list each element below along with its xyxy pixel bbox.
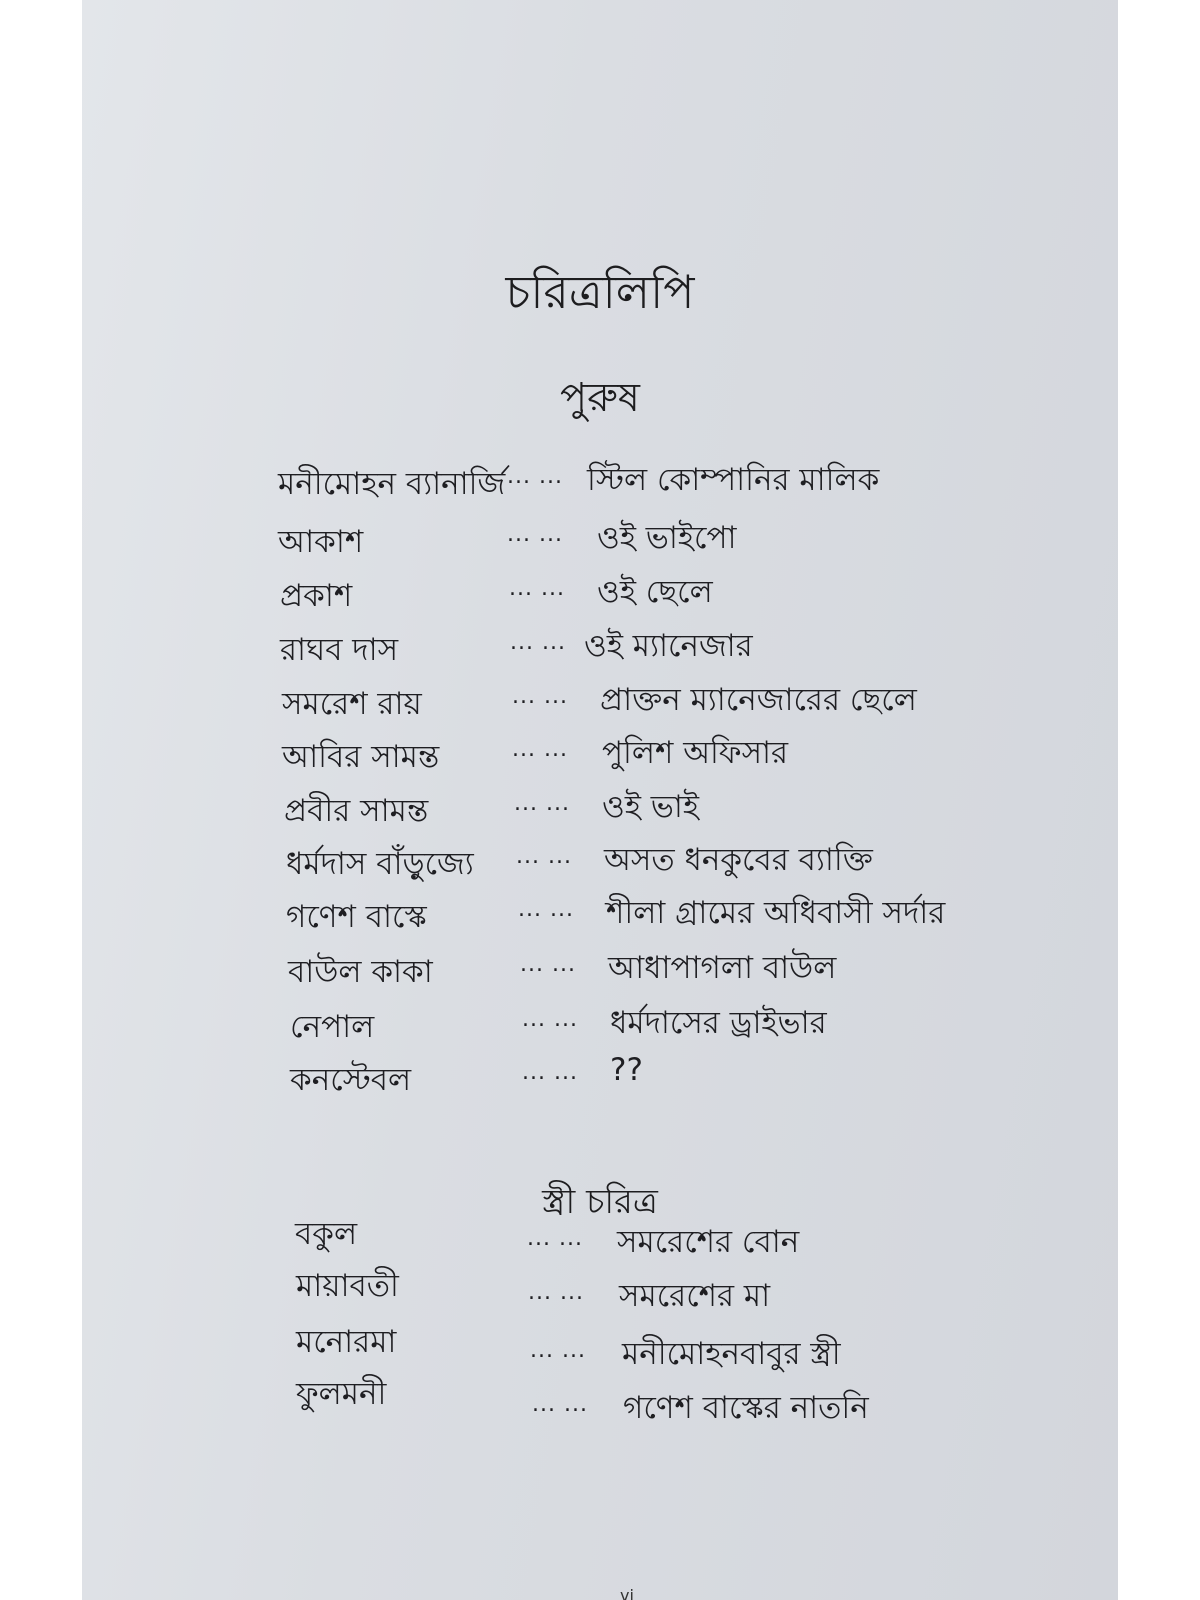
character-name: আবির সামন্ত — [282, 739, 440, 775]
leader-dots: ... ... — [514, 791, 570, 816]
page-margin — [1118, 0, 1200, 1600]
character-name: ফুলমনী — [296, 1376, 387, 1412]
character-name: আকাশ — [278, 524, 364, 560]
leader-dots: ... ... — [507, 522, 563, 547]
leader-dots: ... ... — [512, 737, 568, 762]
leader-dots: ... ... — [522, 1007, 578, 1032]
character-name: ধর্মদাস বাঁড়ুজ্যে — [286, 846, 474, 882]
character-name: বকুল — [295, 1216, 358, 1252]
leader-dots: ... ... — [520, 952, 576, 977]
leader-dots: ... ... — [507, 464, 563, 489]
character-description: শীলা গ্রামের অধিবাসী সর্দার — [606, 895, 946, 931]
character-description: সমরেশের মা — [619, 1278, 771, 1314]
character-name: রাঘব দাস — [280, 632, 399, 668]
women-heading: স্ত্রী চরিত্র — [542, 1182, 658, 1222]
character-description: ?? — [610, 1052, 643, 1088]
character-name: কনস্টেবল — [290, 1062, 412, 1098]
character-name: বাউল কাকা — [288, 954, 433, 990]
character-description: প্রাক্তন ম্যানেজারের ছেলে — [600, 682, 917, 718]
character-description: স্টিল কোম্পানির মালিক — [587, 462, 880, 498]
character-name: প্রকাশ — [280, 578, 353, 614]
leader-dots: ... ... — [530, 1338, 586, 1363]
men-heading: পুরুষ — [560, 375, 640, 421]
page-title: চরিত্রলিপি — [505, 265, 695, 319]
character-description: সমরেশের বোন — [617, 1224, 800, 1260]
leader-dots: ... ... — [522, 1060, 578, 1085]
character-description: ওই ম্যানেজার — [584, 628, 753, 664]
book-page — [82, 0, 1118, 1600]
character-description: ধর্মদাসের ড্রাইভার — [610, 1005, 827, 1041]
leader-dots: ... ... — [516, 844, 572, 869]
leader-dots: ... ... — [509, 576, 565, 601]
character-description: অসত ধনকুবের ব্যাক্তি — [604, 842, 873, 878]
character-description: ওই ভাইপো — [597, 520, 737, 556]
character-description: মনীমোহনবাবুর স্ত্রী — [622, 1336, 841, 1372]
character-name: গণেশ বাস্কে — [286, 899, 427, 935]
character-name: মনোরমা — [296, 1324, 397, 1360]
leader-dots: ... ... — [527, 1226, 583, 1251]
leader-dots: ... ... — [510, 630, 566, 655]
character-description: ওই ভাই — [602, 789, 700, 825]
character-description: আধাপাগলা বাউল — [608, 950, 837, 986]
leader-dots: ... ... — [518, 897, 574, 922]
character-description: গণেশ বাস্কের নাতনি — [623, 1390, 869, 1426]
character-description: ওই ছেলে — [597, 574, 713, 610]
character-name: নেপাল — [290, 1009, 375, 1045]
character-name: মায়াবতী — [296, 1268, 399, 1304]
leader-dots: ... ... — [512, 684, 568, 709]
character-description: পুলিশ অফিসার — [602, 735, 789, 771]
leader-dots: ... ... — [532, 1392, 588, 1417]
page-number: vi — [620, 1586, 634, 1600]
character-name: প্রবীর সামন্ত — [284, 793, 429, 829]
character-name: মনীমোহন ব্যানার্জি — [278, 466, 506, 502]
leader-dots: ... ... — [528, 1280, 584, 1305]
character-name: সমরেশ রায় — [282, 686, 422, 722]
